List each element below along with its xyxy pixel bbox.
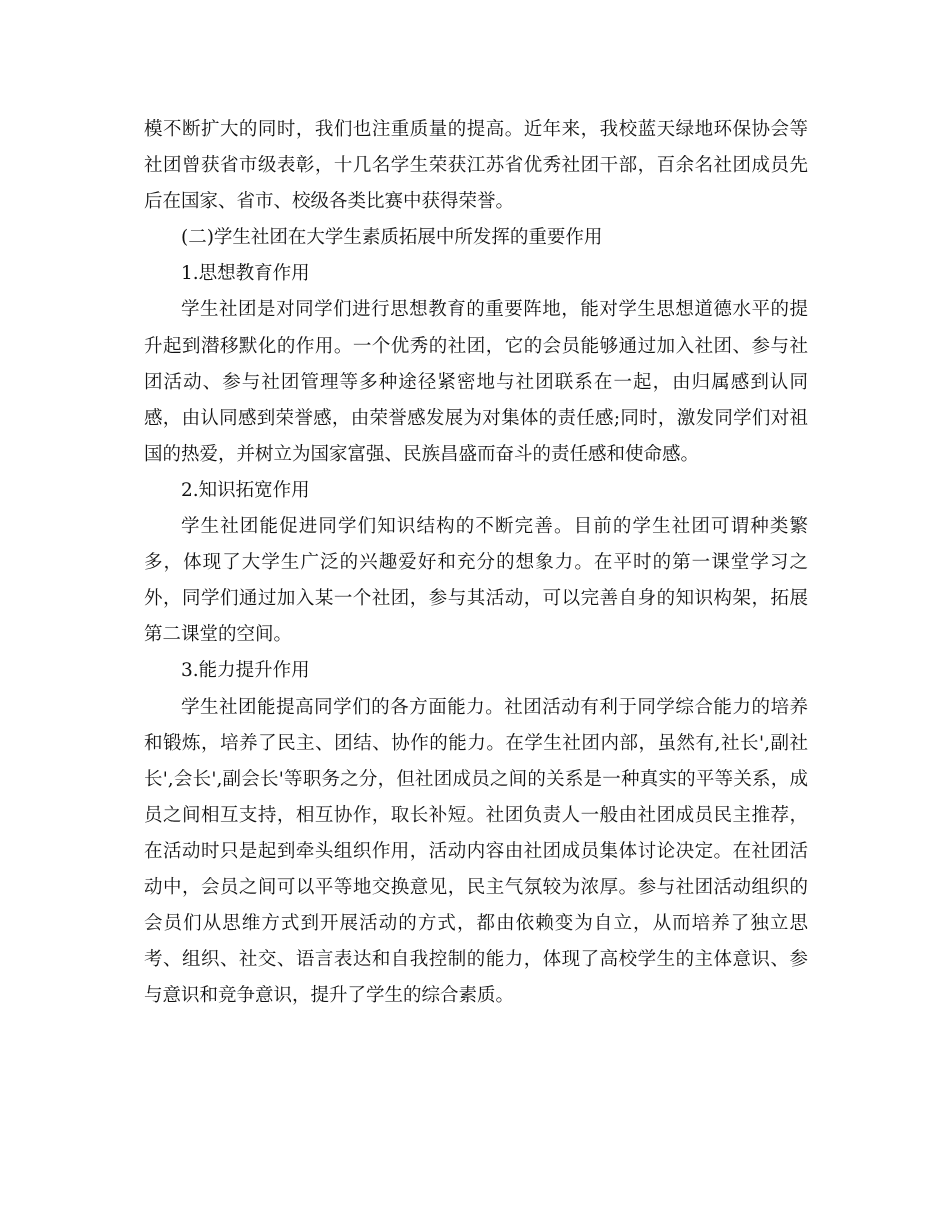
subsection-heading-2: 2.知识拓宽作用 <box>181 479 310 501</box>
subsection-heading-1: 1.思想教育作用 <box>181 263 310 285</box>
section-heading: (二)学生社团在大学生素质拓展中所发挥的重要作用 <box>181 227 603 249</box>
paragraph-knowledge-broadening: 学生社团能促进同学们知识结构的不断完善。目前的学生社团可谓种类繁多，体现了大学生广泛的兴趣爱好和充分的想象力。在平时的第一课堂学习之外，同学们通过加入某一个社团，参与其活动，可以完善自身的知识构架，拓展第二课堂的空间。 <box>144 516 808 646</box>
paragraph-continuation: 模不断扩大的同时，我们也注重质量的提高。近年来，我校蓝天绿地环保协会等社团曾获省市级表彰，十几名学生荣获江苏省优秀社团干部，百余名社团成员先后在国家、省市、校级各类比赛中获得荣誉。 <box>144 119 808 213</box>
document-body <box>144 112 808 1014</box>
paragraph-ideological-education: 学生社团是对同学们进行思想教育的重要阵地，能对学生思想道德水平的提升起到潜移默化的作用。一个优秀的社团，它的会员能够通过加入社团、参与社团活动、参与社团管理等多种途径紧密地与社团联系在一起，由归属感到认同感，由认同感到荣誉感，由荣誉感发展为对集体的责任感;同时，激发同学们对祖国的热爱，并树立为国家富强、民族昌盛而奋斗的责任感和使命感。 <box>144 299 808 465</box>
subsection-heading-3: 3.能力提升作用 <box>181 660 310 682</box>
paragraph-ability-improvement: 学生社团能提高同学们的各方面能力。社团活动有利于同学综合能力的培养和锻炼，培养了民主、团结、协作的能力。在学生社团内部，虽然有,社长',副社长',会长',副会长'等职务之分，但社团成员之间的关系是一种真实的平等关系，成员之间相互支持，相互协作，取长补短。社团负责人一般由社团成员民主推荐，在活动时只是起到牵头组织作用，活动内容由社团成员集体讨论决定。在社团活动中，会员之间可以平等地交换意见，民主气氛较为浓厚。参与社团活动组织的会员们从思维方式到开展活动的方式，都由依赖变为自立，从而培养了独立思考、组织、社交、语言表达和自我控制的能力，体现了高校学生的主体意识、参与意识和竞争意识，提升了学生的综合素质。 <box>144 696 808 1007</box>
